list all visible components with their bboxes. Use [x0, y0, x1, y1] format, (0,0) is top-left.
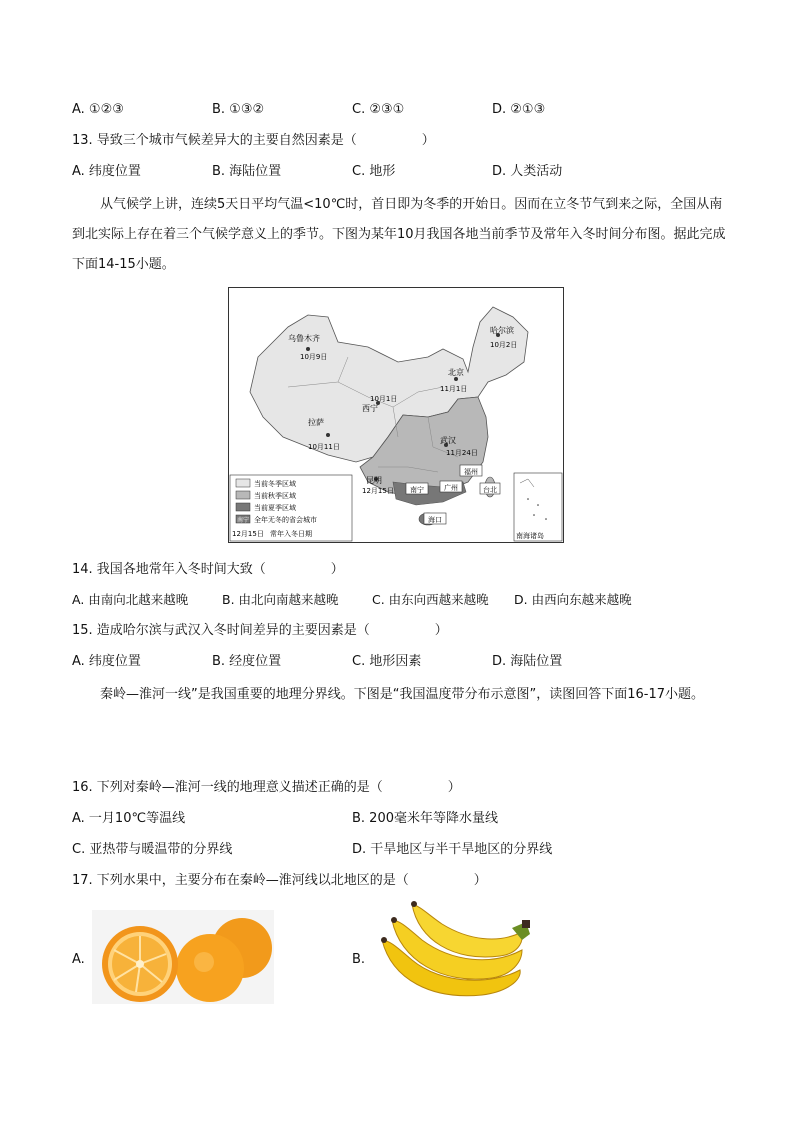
map-legend — [230, 475, 352, 541]
q13-stem: 13. 导致三个城市气候差异大的主要自然因素是（ ） — [72, 133, 435, 148]
q13-option-c: C. 地形 — [352, 164, 396, 179]
q17-stem: 17. 下列水果中，主要分布在秦岭—淮河线以北地区的是（ ） — [72, 873, 487, 888]
city-wuhan: 武汉 — [440, 436, 456, 445]
q17-option-a: A. — [72, 952, 85, 967]
q16-option-b: B. 200毫米年等降水量线 — [352, 811, 498, 826]
q12-option-a: A. ①②③ — [72, 102, 124, 117]
legend-date-sample: 12月15日 — [232, 530, 264, 538]
q15-option-c: C. 地形因素 — [352, 654, 422, 669]
city-beijing: 北京 — [448, 368, 464, 377]
q14-option-a: A. 由南向北越来越晚 — [72, 592, 189, 607]
q15-option-d: D. 海陆位置 — [492, 654, 563, 669]
q12-option-b: B. ①③② — [212, 102, 265, 117]
q13-option-d: D. 人类活动 — [492, 164, 563, 179]
q16-stem: 16. 下列对秦岭—淮河一线的地理意义描述正确的是（ ） — [72, 780, 461, 795]
city-kunming: 昆明 — [366, 476, 382, 485]
q16-option-d: D. 干旱地区与半干旱地区的分界线 — [352, 842, 553, 857]
legend-spring-box: 南宁 — [237, 517, 250, 524]
city-urumqi: 乌鲁木齐 — [288, 334, 320, 343]
legend-summer: 当前夏季区域 — [254, 504, 296, 512]
date-urumqi: 10月9日 — [300, 353, 328, 361]
q14-option-c: C. 由东向西越来越晚 — [372, 592, 489, 607]
q13-option-a: A. 纬度位置 — [72, 164, 141, 179]
q17-option-b: B. — [352, 952, 366, 967]
city-harbin: 哈尔滨 — [490, 326, 514, 335]
city-xining: 西宁 — [362, 404, 378, 413]
date-harbin: 10月2日 — [490, 341, 518, 349]
intro-paragraph-1: 从气候学上讲，连续5天日平均气温<10℃时，首日即为冬季的开始日。因而在立冬节气到来之际，全国从南到北实际上存在着三个气候学意义上的季节。下图为某年10月我国各地当前季节及常年入冬时间分布图。据此完成下面14-15小题。 — [72, 197, 726, 272]
q14-option-b: B. 由北向南越来越晚 — [222, 592, 339, 607]
date-lhasa: 10月11日 — [308, 443, 340, 451]
q15-stem: 15. 造成哈尔滨与武汉入冬时间差异的主要因素是（ ） — [72, 623, 448, 638]
city-fuzhou: 福州 — [464, 468, 478, 476]
q15-option-a: A. 纬度位置 — [72, 654, 141, 669]
date-wuhan: 11月24日 — [446, 449, 478, 457]
china-winter-map — [228, 287, 564, 543]
intro-paragraph-2: 秦岭—淮河一线”是我国重要的地理分界线。下图是“我国温度带分布示意图”，读图回答下面16-17小题。 — [100, 687, 704, 702]
q12-option-d: D. ②①③ — [492, 102, 546, 117]
legend-spring: 全年无冬的省会城市 — [254, 516, 317, 524]
city-lhasa: 拉萨 — [308, 418, 324, 427]
q14-stem: 14. 我国各地常年入冬时间大致（ ） — [72, 562, 344, 577]
bananas-image — [372, 900, 532, 1018]
q13-option-b: B. 海陆位置 — [212, 164, 282, 179]
legend-winter: 当前冬季区域 — [254, 480, 296, 488]
city-haikou: 海口 — [428, 516, 442, 524]
q12-option-c: C. ②③① — [352, 102, 405, 117]
inset-label: 南海诸岛 — [516, 532, 544, 540]
oranges-image — [92, 910, 274, 1004]
legend-date-desc: 常年入冬日期 — [270, 530, 312, 538]
south-china-sea-inset — [514, 473, 562, 541]
q14-option-d: D. 由西向东越来越晚 — [514, 592, 632, 607]
q16-option-c: C. 亚热带与暖温带的分界线 — [72, 842, 233, 857]
date-xining: 10月1日 — [370, 395, 398, 403]
q16-option-a: A. 一月10℃等温线 — [72, 811, 186, 826]
date-kunming: 12月15日 — [362, 487, 394, 495]
legend-autumn: 当前秋季区域 — [254, 492, 296, 500]
city-guangzhou: 广州 — [444, 484, 458, 492]
city-taipei: 台北 — [483, 486, 497, 494]
city-nanning: 南宁 — [410, 486, 424, 494]
q15-option-b: B. 经度位置 — [212, 654, 282, 669]
date-beijing: 11月1日 — [440, 385, 468, 393]
